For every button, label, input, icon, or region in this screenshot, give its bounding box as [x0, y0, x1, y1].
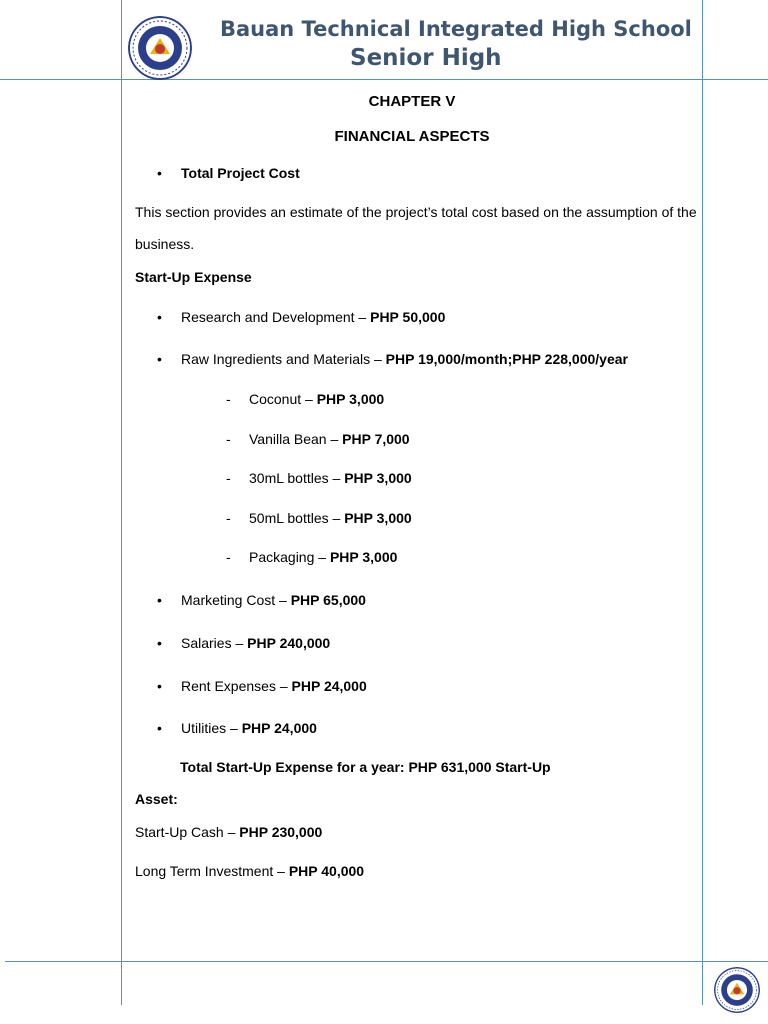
description-line-2: business. — [135, 236, 195, 252]
material-item — [249, 391, 384, 407]
division-name: Senior High — [350, 45, 502, 71]
asset-item — [135, 824, 322, 840]
bullet-icon: • — [157, 635, 162, 651]
bullet-icon: • — [157, 165, 162, 181]
dash-icon: - — [226, 549, 231, 565]
expense-item — [181, 592, 366, 608]
expense-label: Utilities – — [181, 720, 242, 736]
section-heading-startup-expense: Start-Up Expense — [135, 269, 252, 285]
description-line-1: This section provides an estimate of the project’s total cost based on the assumption of the — [135, 204, 697, 220]
dash-icon: - — [226, 510, 231, 526]
asset-value: PHP 40,000 — [288, 863, 365, 879]
asset-label: Start-Up Cash – — [135, 824, 240, 840]
school-name: Bauan Technical Integrated High School — [220, 17, 692, 41]
dash-icon: - — [226, 470, 231, 486]
asset-value: PHP 230,000 — [239, 824, 323, 840]
expense-value: PHP 50,000 — [370, 309, 446, 325]
expense-item — [181, 678, 367, 694]
expense-label: Research and Development – — [181, 309, 371, 325]
material-value: PHP 3,000 — [344, 510, 412, 526]
material-label: 30mL bottles – — [249, 470, 345, 486]
material-label: 50mL bottles – — [249, 510, 345, 526]
chapter-number: CHAPTER V — [368, 93, 456, 110]
section-heading-total-project-cost: Total Project Cost — [181, 165, 300, 181]
bullet-icon: • — [157, 678, 162, 694]
startup-expense-total: Total Start-Up Expense for a year: PHP 631,000 Start-Up — [180, 759, 551, 775]
expense-value: PHP 24,000 — [241, 720, 317, 736]
asset-item — [135, 863, 364, 879]
expense-label: Salaries – — [181, 635, 248, 651]
expense-item — [181, 720, 317, 736]
material-value: PHP 7,000 — [342, 431, 410, 447]
bullet-icon: • — [157, 720, 162, 736]
expense-value: PHP 240,000 — [247, 635, 331, 651]
section-heading-asset: Asset: — [135, 791, 178, 807]
material-value: PHP 3,000 — [329, 549, 398, 565]
expense-item — [181, 309, 445, 325]
header-rule — [0, 79, 768, 80]
material-value: PHP 3,000 — [316, 391, 385, 407]
footer-rule — [5, 961, 768, 962]
expense-value: PHP 19,000/month;PHP 228,000/year — [385, 351, 628, 367]
dash-icon: - — [226, 391, 231, 407]
material-label: Coconut – — [249, 391, 317, 407]
left-margin-rule — [121, 0, 122, 1005]
expense-item — [181, 351, 628, 367]
expense-label: Raw Ingredients and Materials – — [181, 351, 386, 367]
asset-label: Long Term Investment – — [135, 863, 289, 879]
school-seal-logo — [128, 16, 192, 80]
expense-value: PHP 24,000 — [291, 678, 367, 694]
material-item — [249, 431, 410, 447]
material-item — [249, 470, 412, 486]
material-label: Vanilla Bean – — [249, 431, 343, 447]
chapter-title: FINANCIAL ASPECTS — [334, 128, 490, 145]
bullet-icon: • — [157, 351, 162, 367]
material-item — [249, 549, 397, 565]
bullet-icon: • — [157, 309, 162, 325]
material-label: Packaging – — [249, 549, 330, 565]
expense-label: Marketing Cost – — [181, 592, 291, 608]
footer-school-seal-logo — [714, 967, 760, 1013]
material-item — [249, 510, 412, 526]
right-margin-rule — [702, 0, 703, 1005]
material-value: PHP 3,000 — [344, 470, 412, 486]
dash-icon: - — [226, 431, 231, 447]
expense-item — [181, 635, 330, 651]
expense-label: Rent Expenses – — [181, 678, 292, 694]
expense-value: PHP 65,000 — [290, 592, 366, 608]
bullet-icon: • — [157, 592, 162, 608]
